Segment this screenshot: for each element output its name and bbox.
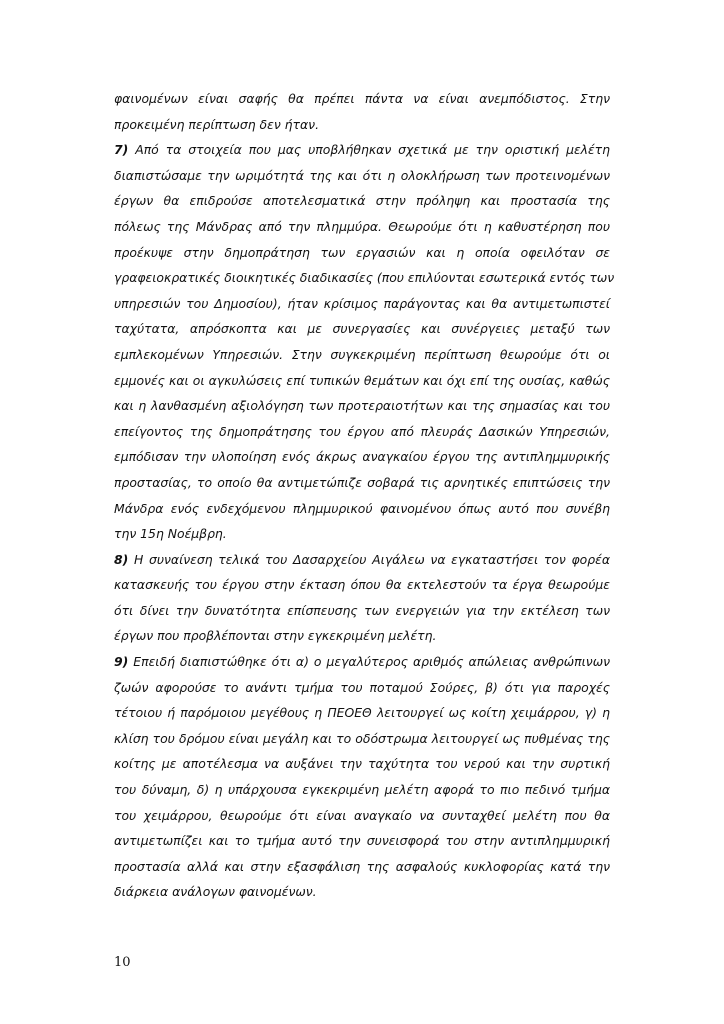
text-line bbox=[114, 470, 610, 496]
text-line bbox=[114, 291, 610, 317]
text-line bbox=[114, 496, 610, 522]
line-text: πόλεως της Μάνδρας από την πλημμύρα. Θεωρούμε ότι η καθυστέρηση που bbox=[114, 218, 610, 234]
line-text: έργων που προβλέπονται στην εγκεκριμένη μελέτη. bbox=[114, 628, 437, 644]
line-text: του δύναμη, δ) η υπάρχουσα εγκεκριμένη μελέτη αφορά το πιο πεδινό τμήμα bbox=[114, 782, 610, 798]
text-line bbox=[114, 342, 610, 368]
text-line bbox=[114, 751, 610, 777]
document-body bbox=[114, 86, 615, 905]
line-text: διάρκεια ανάλογων φαινομένων. bbox=[114, 884, 317, 900]
line-text: εμμονές και οι αγκυλώσεις επί τυπικών θεμάτων και όχι επί της ουσίας, καθώς bbox=[114, 372, 610, 388]
text-line bbox=[114, 547, 610, 573]
text-line bbox=[114, 854, 610, 880]
text-line bbox=[114, 777, 610, 803]
line-text: ότι δίνει την δυνατότητα επίσπευσης των ενεργειών για την εκτέλεση των bbox=[114, 602, 610, 618]
text-line bbox=[114, 419, 610, 445]
line-text: Μάνδρα ενός ενδεχόμενου πλημμυρικού φαινομένου όπως αυτό που συνέβη bbox=[114, 500, 610, 516]
line-text: έργων θα επιδρούσε αποτελεσματικά στην πρόληψη και προστασία της bbox=[114, 193, 610, 209]
page-number: 10 bbox=[114, 955, 131, 970]
text-line bbox=[114, 214, 610, 240]
text-line bbox=[114, 649, 610, 675]
point-number: 8) bbox=[114, 551, 129, 567]
point-number: 9) bbox=[114, 654, 129, 670]
line-text: προέκυψε στην δημοπράτηση των εργασιών και η οποία οφειλόταν σε bbox=[114, 244, 610, 260]
text-line bbox=[114, 521, 610, 547]
text-line bbox=[114, 444, 610, 470]
line-text: γραφειοκρατικές διοικητικές διαδικασίες (που επιλύονται εσωτερικά εντός των bbox=[114, 270, 615, 286]
text-line bbox=[114, 368, 610, 394]
line-text: του χειμάρρου, θεωρούμε ότι είναι αναγκαίο να συνταχθεί μελέτη που θα bbox=[114, 807, 610, 823]
text-line bbox=[114, 828, 610, 854]
line-text: τέτοιου ή παρόμοιου μεγέθους η ΠΕΟΕΘ λειτουργεί ως κοίτη χειμάρρου, γ) η bbox=[114, 705, 610, 721]
text-line bbox=[114, 86, 610, 112]
text-line bbox=[114, 163, 610, 189]
line-text: Επειδή διαπιστώθηκε ότι α) ο μεγαλύτερος αριθμός απώλειας ανθρώπινων bbox=[128, 654, 610, 670]
line-text: Από τα στοιχεία που μας υποβλήθηκαν σχετικά με την οριστική μελέτη bbox=[128, 142, 610, 158]
text-line bbox=[114, 879, 610, 905]
text-line bbox=[114, 137, 610, 163]
line-text: φαινομένων είναι σαφής θα πρέπει πάντα να είναι ανεμπόδιστος. Στην bbox=[114, 91, 610, 106]
text-line bbox=[114, 316, 610, 342]
text-line bbox=[114, 112, 610, 138]
text-line bbox=[114, 393, 610, 419]
text-line bbox=[114, 572, 610, 598]
line-text: ζωών αφορούσε το ανάντι τμήμα του ποταμού Σούρες, β) ότι για παροχές bbox=[114, 679, 610, 695]
text-line bbox=[114, 598, 610, 624]
text-line bbox=[114, 675, 610, 701]
line-text: προστασία αλλά και στην εξασφάλιση της ασφαλούς κυκλοφορίας κατά την bbox=[114, 858, 610, 874]
text-line bbox=[114, 623, 610, 649]
line-text: προστασίας, το οποίο θα αντιμετώπιζε σοβαρά τις αρνητικές επιπτώσεις την bbox=[114, 474, 610, 490]
line-text: κατασκευής του έργου στην έκταση όπου θα εκτελεστούν τα έργα θεωρούμε bbox=[114, 577, 610, 593]
line-text: Η συναίνεση τελικά του Δασαρχείου Αιγάλεω να εγκαταστήσει τον φορέα bbox=[128, 551, 610, 567]
text-line bbox=[114, 265, 615, 291]
line-text: εμπόδισαν την υλοποίηση ενός άκρως αναγκαίου έργου της αντιπλημμυρικής bbox=[114, 449, 610, 465]
line-text: υπηρεσιών του Δημοσίου), ήταν κρίσιμος παράγοντας και θα αντιμετωπιστεί bbox=[114, 295, 610, 311]
line-text: αντιμετωπίζει και το τμήμα αυτό την συνεισφορά του στην αντιπλημμυρική bbox=[114, 833, 610, 849]
point-number: 7) bbox=[114, 142, 129, 158]
text-line bbox=[114, 726, 610, 752]
line-text: κοίτης με αποτέλεσμα να αυξάνει την ταχύτητα του νερού και την συρτική bbox=[114, 756, 610, 772]
text-line bbox=[114, 240, 610, 266]
line-text: και η λανθασμένη αξιολόγηση των προτεραιοτήτων και της σημασίας και του bbox=[114, 398, 610, 414]
line-text: επείγοντος της δημοπράτησης του έργου από πλευράς Δασικών Υπηρεσιών, bbox=[114, 423, 610, 439]
text-line bbox=[114, 188, 610, 214]
line-text: προκειμένη περίπτωση δεν ήταν. bbox=[114, 116, 320, 132]
text-line bbox=[114, 700, 610, 726]
line-text: την 15η Νοέμβρη. bbox=[114, 526, 227, 542]
line-text: διαπιστώσαμε την ωριμότητά της και ότι η ολοκλήρωση των προτεινομένων bbox=[114, 167, 610, 183]
line-text: ταχύτατα, απρόσκοπτα και με συνεργασίες και συνέργειες μεταξύ των bbox=[114, 321, 610, 337]
line-text: κλίση του δρόμου είναι μεγάλη και το οδόστρωμα λειτουργεί ως πυθμένας της bbox=[114, 730, 610, 746]
text-line bbox=[114, 803, 610, 829]
line-text: εμπλεκομένων Υπηρεσιών. Στην συγκεκριμένη περίπτωση θεωρούμε ότι οι bbox=[114, 346, 610, 362]
